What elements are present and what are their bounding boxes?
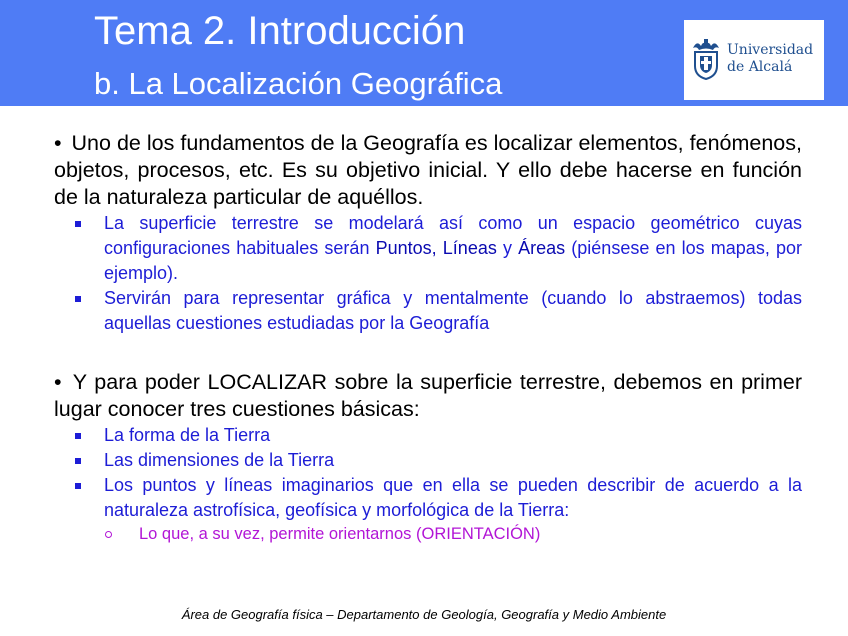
item-text: Las dimensiones de la Tierra [104, 450, 335, 470]
sub-sub-item [54, 523, 802, 545]
sub-list-2 [54, 423, 802, 523]
paragraph-2-text: Y para poder LOCALIZAR sobre la superficie terrestre, debemos en primer lugar conocer tres cuestiones básicas: [54, 370, 802, 421]
bullet-paragraph-1 [54, 130, 802, 211]
bullet-dot: • [54, 370, 62, 394]
bullet-paragraph-2 [54, 369, 802, 423]
list-item [54, 473, 802, 523]
slide-content [54, 130, 802, 545]
square-bullet-icon [75, 221, 81, 227]
list-item [54, 423, 802, 448]
item-text: La forma de la Tierra [104, 425, 271, 445]
conjunction-y: y [496, 238, 519, 258]
university-logo [684, 20, 824, 100]
list-item [54, 286, 802, 336]
slide-header [0, 0, 848, 106]
square-bullet-icon [75, 483, 81, 489]
sub-sub-item-text: Lo que, a su vez, permite orientarnos (ORIENTACIÓN) [139, 525, 541, 543]
paragraph-1-text: Uno de los fundamentos de la Geografía es localizar elementos, fenómenos, objetos, procesos, etc. Es su objetivo inicial. Y ello debe hacerse en función de la naturaleza particular de aquéllos. [54, 131, 802, 209]
list-item [54, 448, 802, 473]
logo-wordmark [727, 42, 813, 76]
term-lineas: Líneas [442, 238, 497, 258]
item-text: Servirán para representar gráfica y mentalmente (cuando lo abstraemos) todas aquellas cuestiones estudiadas por la Geografía [104, 288, 802, 333]
circle-bullet-icon [105, 531, 112, 538]
square-bullet-icon [75, 296, 81, 302]
logo-line-1: Universidad [727, 42, 814, 58]
slide-subtitle: b. La Localización Geográfica [94, 66, 503, 101]
item-text-a: La superficie terrestre se modelará así como un espacio geométrico cuyas configuraciones habituales serán [104, 213, 802, 258]
bullet-dot: • [54, 131, 62, 155]
square-bullet-icon [75, 458, 81, 464]
term-areas: Áreas [518, 238, 566, 258]
square-bullet-icon [75, 433, 81, 439]
item-text-b: (piénsese en los mapas, por ejemplo). [104, 238, 802, 283]
spacer [54, 336, 802, 369]
logo-line-2: de Alcalá [727, 59, 793, 75]
slide-title: Tema 2. Introducción [94, 9, 466, 53]
university-seal-icon [689, 38, 723, 80]
slide-footer: Área de Geografía física – Departamento de Geología, Geografía y Medio Ambiente [181, 607, 667, 622]
item-text: Los puntos y líneas imaginarios que en ella se pueden describir de acuerdo a la naturaleza astrofísica, geofísica y morfológica de la Tierra: [104, 475, 802, 520]
list-item [54, 211, 802, 286]
sub-list-1 [54, 211, 802, 336]
comma-sep: , [431, 238, 443, 258]
term-puntos: Puntos [375, 238, 432, 258]
